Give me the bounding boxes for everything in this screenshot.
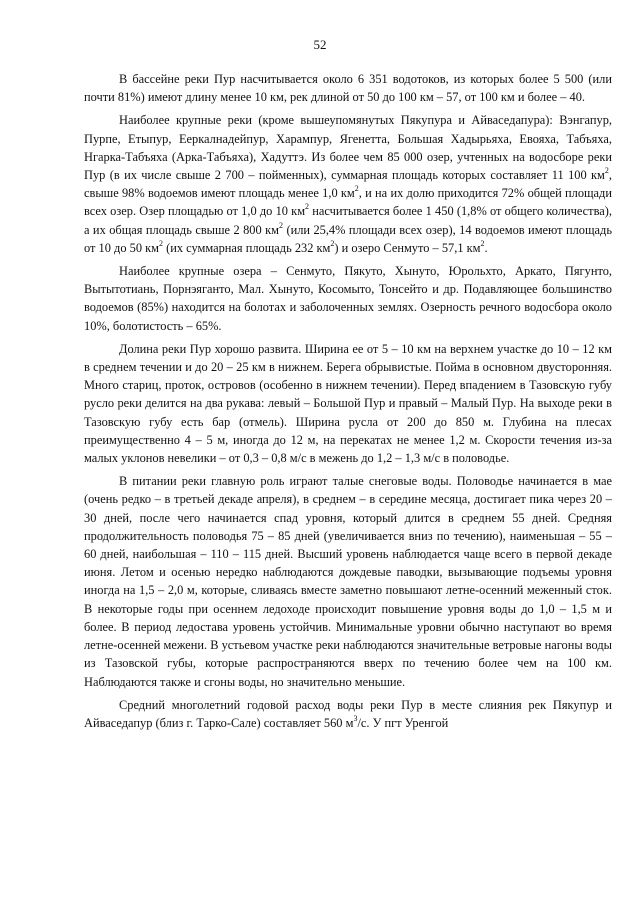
paragraph-text: .	[484, 240, 488, 255]
paragraph-indent	[84, 342, 119, 356]
paragraph-text: (или 25,4% площади всех озер), 14 водоемов имеют площадь от 10 до 50 км	[84, 222, 612, 255]
superscript: 2	[480, 238, 485, 248]
paragraph-indent	[84, 72, 119, 86]
paragraph-text: (их суммарная площадь 232 км	[162, 240, 331, 255]
paragraph	[84, 70, 612, 106]
paragraph-text: В питании реки главную роль играют талые снеговые воды. Половодье начинается в мае (очень редко – в третьей декаде апреля), в среднем – в середине месяца, достигает пика через 20 – 30 дней, после чего начинается спад уровня, который длится в среднем 55 дней. Средняя продолжительность половодья 75 – 85 дней (увеличивается вниз по течению), наименьшая – 55 – 60 дней, наибольшая – 110 – 115 дней. Высший уровень наблюдается чаще всего в первой декаде июня. Летом и осенью нередко наблюдаются дождевые паводки, вызывающие подъемы уровня иногда на 1,5 – 2,0 м, которые, сливаясь вместе заметно повышают летне-осенний меженный сток. В некоторые годы при осеннем ледоходе происходит повышение уровня воды до 1,0 – 1,5 м и более. В период ледостава уровень устойчив. Минимальные уровни обычно наступают во время летне-осенней межени. В устьевом участке реки наблюдаются значительные ветровые нагоны воды из Тазовской губы, которые распространяются вверх по течению более чем на 100 км. Наблюдаются также и сгоны воды, но значительно меньшие.	[84, 474, 612, 689]
paragraph-text: Наиболее крупные озера – Сенмуто, Пякуто, Хынуто, Юрольхто, Аркато, Пягунто, Вытытотиань, Порнэяганто, Мал. Хынуто, Косомыто, Тонсейто и др. Подавляющее большинство водоемов (85%) находится на болотах и заболоченных землях. Озерность речного водосбора около 10%, болотистость – 65%.	[84, 264, 612, 333]
paragraph-text: насчитывается более 1 450 (1,8% от общего количества), а их общая площадь свыше 2 800 км	[84, 204, 612, 237]
paragraph	[84, 696, 612, 732]
paragraph-text: /с. У пгт Уренгой	[357, 715, 449, 730]
superscript: 2	[330, 238, 335, 248]
superscript: 2	[279, 220, 283, 230]
paragraph-text: ) и озеро Сенмуто – 57,1 км	[334, 240, 481, 255]
paragraph-text: Наиболее крупные реки (кроме вышеупомянутых Пякупура и Айваседапура): Вэнгапур, Пурпе, Етыпур, Ееркалнадейпур, Харампур, Ягенетта, Большая Хадырьяха, Евояха, Табъяха, Нгарка-Табъяха (Арка-Табъяха), Хадуттэ. Из более чем 85 000 озер, учтенных на водосборе реки Пур (в их числе свыше 2 700 – пойменных), суммарная площадь которых составляет 11 100 км	[84, 113, 612, 183]
paragraph-indent	[84, 474, 119, 488]
paragraph-indent	[84, 698, 119, 712]
superscript: 2	[305, 202, 310, 212]
paragraph-text: В бассейне реки Пур насчитывается около 6 351 водотоков, из которых более 5 500 (или почти 81%) имеют длину менее 10 км, рек длиной от 50 до 100 км – 57, от 100 км и более – 40.	[84, 72, 612, 105]
paragraph-indent	[84, 113, 119, 127]
superscript: 2	[604, 165, 609, 175]
page-number: 52	[313, 37, 327, 52]
paragraph	[84, 111, 612, 257]
paragraph	[84, 472, 612, 690]
superscript: 2	[158, 238, 163, 248]
superscript: 2	[354, 184, 359, 194]
paragraph-text: Средний многолетний годовой расход воды реки Пур в месте слияния рек Пякупур и Айваседапур (близ г. Тарко-Сале) составляет 560 м	[84, 697, 612, 730]
paragraph-text: , и на их долю приходится 72% общей площади всех озер. Озер площадью от 1,0 до 10 км	[84, 186, 612, 219]
paragraph-text: , свыше 98% водоемов имеют площадь менее 1,0 км	[84, 168, 612, 201]
document-body	[84, 70, 612, 737]
paragraph	[84, 340, 612, 467]
paragraph-indent	[84, 264, 119, 278]
paragraph-text: Долина реки Пур хорошо развита. Ширина ее от 5 – 10 км на верхнем участке до 10 – 12 км в среднем течении и до 20 – 25 км в нижнем. Берега обрывистые. Пойма в основном двусторонняя. Много стариц, проток, островов (особенно в нижнем течении). Перед впадением в Тазовскую губу русло реки делится на два рукава: левый – Большой Пур и правый – Малый Пур. На выходе реки в Тазовскую губу есть бар (отмель). Ширина русла от 200 до 850 м. Глубина на плесах преимущественно 4 – 5 м, иногда до 12 м, на перекатах не менее 1,2 м. Скорости течения из-за малых уклонов невелики – от 0,3 – 0,8 м/с в межень до 1,2 – 1,3 м/с в половодье.	[84, 341, 612, 466]
superscript: 3	[353, 713, 358, 723]
paragraph	[84, 262, 612, 335]
